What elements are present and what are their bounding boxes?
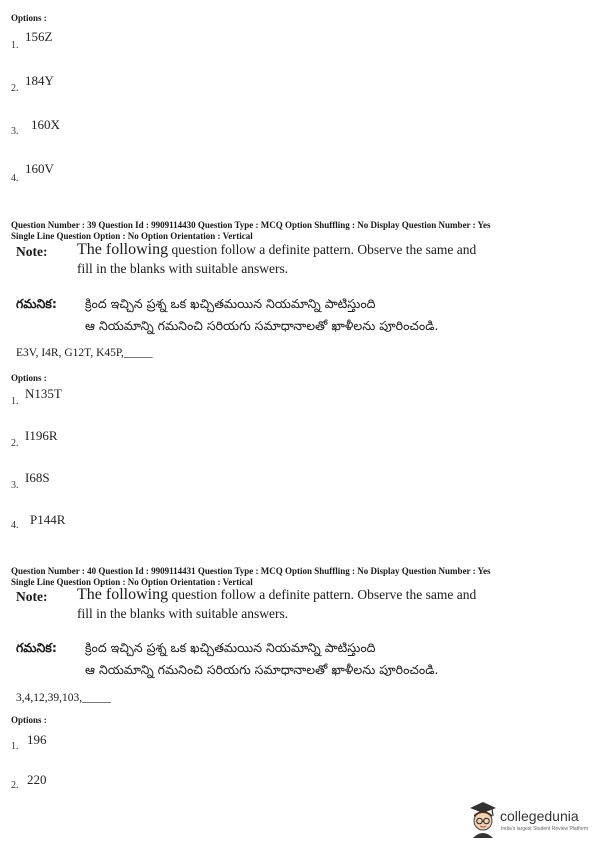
option-number: 2.: [11, 780, 19, 791]
telugu-note-label: గమనిక:: [16, 296, 57, 311]
question-meta-line1: Question Number : 39 Question Id : 9909114430 Question Type : MCQ Option Shuffling : No Display Question Number : Yes: [11, 220, 491, 230]
option-number: 1.: [11, 40, 19, 51]
option-number: 4.: [11, 520, 19, 531]
note-emphasis: The following: [77, 586, 169, 603]
option-value[interactable]: 156Z: [25, 29, 53, 44]
telugu-note-line2: ఆ నియమాన్ని గమనించి సరియగు సమాధానాలతో ఖాళీలను పూరించండి.: [85, 662, 439, 677]
option-value[interactable]: 220: [27, 772, 47, 787]
option-number: 1.: [11, 741, 19, 752]
note-line2: fill in the blanks with suitable answers.: [77, 606, 289, 621]
collegedunia-logo: [468, 800, 593, 840]
note-line2: fill in the blanks with suitable answers.: [77, 261, 289, 276]
note-line1: question follow a definite pattern. Observe the same and: [168, 242, 477, 257]
option-number: 2.: [11, 83, 19, 94]
note-label: Note:: [16, 589, 48, 604]
option-number: 3.: [11, 126, 19, 137]
options-label: Options :: [11, 715, 47, 725]
question-meta-line2: Single Line Question Option : No Option Orientation : Vertical: [11, 231, 253, 241]
question-sequence: 3,4,12,39,103,_____: [16, 692, 111, 704]
telugu-note-line1: క్రింద ఇచ్చిన ప్రశ్న ఒక ఖచ్చితమయిన నియమాన్ని పాటిస్తుంది: [85, 296, 376, 311]
option-value[interactable]: 160X: [31, 117, 60, 132]
options-label: Options :: [11, 13, 47, 23]
option-number: 2.: [11, 438, 19, 449]
option-number: 4.: [11, 173, 19, 184]
option-number: 1.: [11, 396, 19, 407]
question-meta-line2: Single Line Question Option : No Option Orientation : Vertical: [11, 577, 253, 587]
option-value[interactable]: 184Y: [25, 73, 54, 88]
option-value[interactable]: 196: [27, 732, 47, 747]
note-text: [77, 240, 547, 278]
note-line1: question follow a definite pattern. Observe the same and: [168, 587, 477, 602]
option-value[interactable]: N135T: [25, 386, 62, 401]
mascot-icon: [468, 800, 498, 838]
telugu-note-line2: ఆ నియమాన్ని గమనించి సరియగు సమాధానాలతో ఖాళీలను పూరించండి.: [85, 318, 439, 333]
logo-name: collegedunia: [500, 808, 579, 824]
note-emphasis: The following: [77, 241, 169, 258]
option-value[interactable]: P144R: [30, 512, 66, 527]
question-meta-line1: Question Number : 40 Question Id : 9909114431 Question Type : MCQ Option Shuffling : No Display Question Number : Yes: [11, 566, 491, 576]
logo-tagline: India's largest Student Review Platform: [501, 826, 589, 832]
option-value[interactable]: 160V: [25, 161, 54, 176]
option-value[interactable]: I68S: [25, 470, 50, 485]
note-label: Note:: [16, 244, 48, 259]
option-value[interactable]: I196R: [25, 428, 58, 443]
question-sequence: E3V, I4R, G12T, K45P,_____: [16, 347, 153, 359]
telugu-note-line1: క్రింద ఇచ్చిన ప్రశ్న ఒక ఖచ్చితమయిన నియమాన్ని పాటిస్తుంది: [85, 640, 376, 655]
telugu-note-label: గమనిక:: [16, 640, 57, 655]
options-label: Options :: [11, 373, 47, 383]
note-text: [77, 585, 547, 623]
option-number: 3.: [11, 480, 19, 491]
